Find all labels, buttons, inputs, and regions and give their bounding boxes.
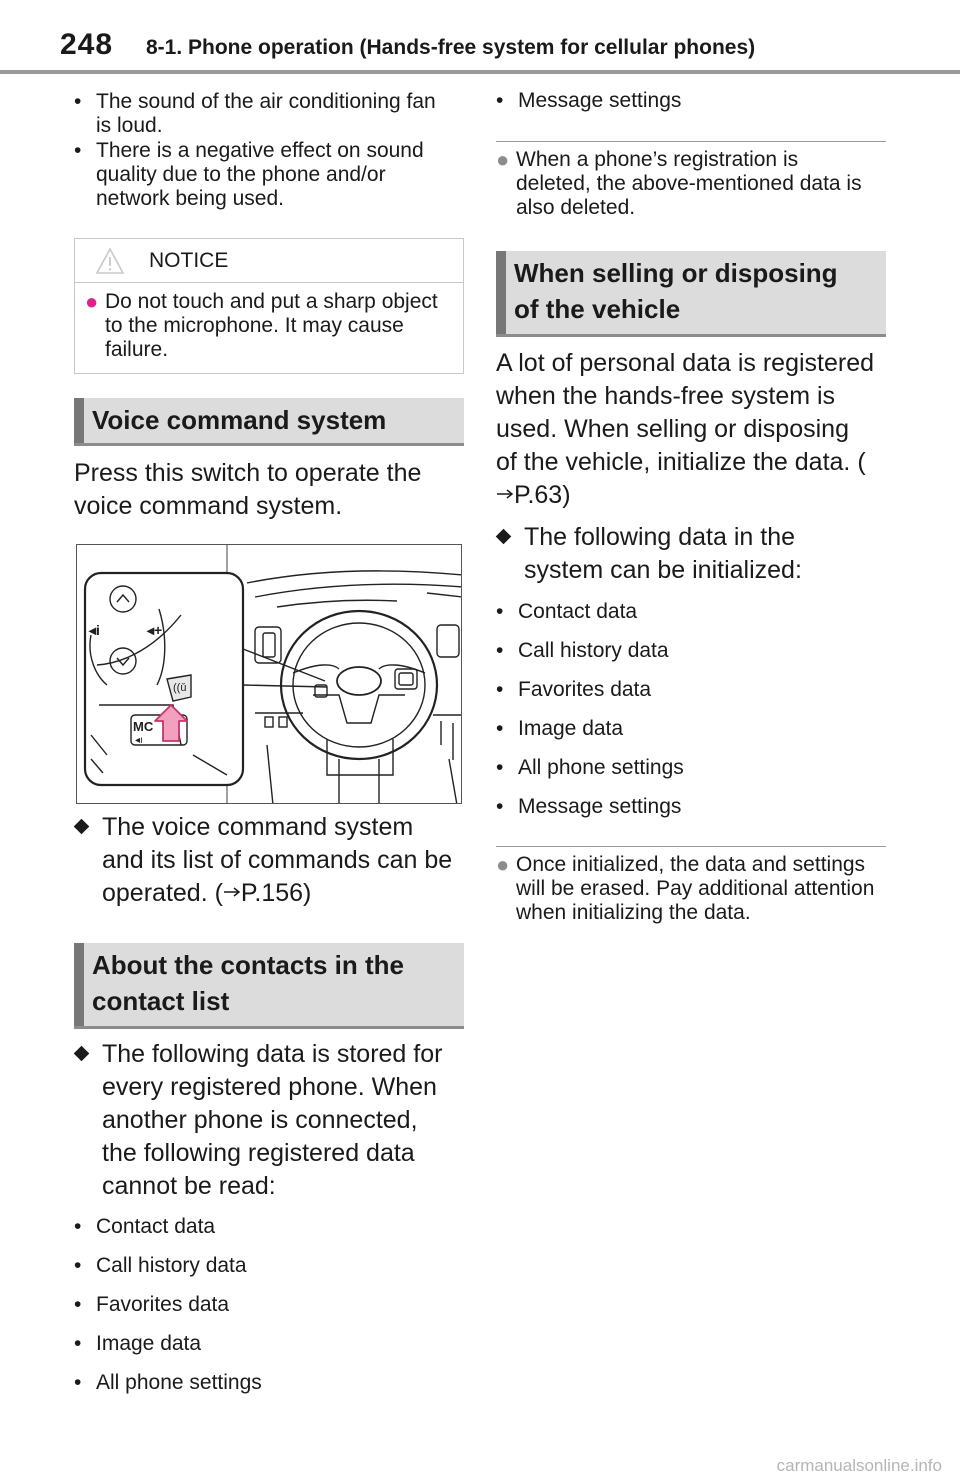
initialize-note: ● Once initialized, the data and settings will be erased. Pay additional attention when initializing the data. — [496, 852, 875, 924]
selling-heading — [496, 251, 886, 337]
list-item: • Contact data — [496, 600, 886, 639]
list-item: • Favorites data — [74, 1293, 464, 1332]
notice-header — [75, 239, 463, 283]
list-item: • Call history data — [74, 1254, 464, 1293]
svg-text:◂i: ◂i — [89, 622, 100, 638]
voice-command-heading — [74, 398, 464, 446]
list-item: • All phone settings — [496, 756, 886, 795]
notice-text — [85, 290, 455, 362]
list-item: • Message settings — [496, 89, 886, 128]
gray-dot-icon: ● — [496, 147, 510, 172]
list-item: • Image data — [496, 717, 886, 756]
arrow-right-icon — [223, 886, 241, 898]
voice-command-bullet: The voice command system and its list of commands can be operated. ( P.156) — [74, 811, 459, 910]
header-rule — [0, 70, 960, 74]
registration-note: ● When a phone’s registration is deleted, the above-mentioned data is also deleted. — [496, 147, 862, 219]
svg-text:◂ı: ◂ı — [135, 735, 143, 746]
notice-text-content: Do not touch and put a sharp object to the microphone. It may cause failure. — [105, 290, 438, 361]
list-item: • Favorites data — [496, 678, 886, 717]
contacts-heading-line1: About the contacts in the — [92, 950, 404, 980]
notice-box — [74, 238, 464, 374]
selling-bullet: The following data in the system can be initialized: — [496, 521, 876, 587]
contacts-bullet: The following data is stored for every registered phone. When another phone is connected, the following registered data cannot be read: — [74, 1038, 444, 1203]
watermark: carmanualsonline.info — [776, 1456, 942, 1475]
selling-heading-line2: of the vehicle — [514, 294, 681, 324]
list-item: • Message settings — [496, 795, 886, 834]
voice-command-text: Press this switch to operate the voice command system. — [74, 459, 422, 520]
mic-button-label: MC — [133, 719, 154, 734]
page-header — [0, 0, 960, 80]
arrow-right-icon — [496, 488, 514, 500]
selling-heading-line1: When selling or disposing — [514, 258, 838, 288]
notice-title: NOTICE — [149, 249, 229, 272]
list-item: • All phone settings — [74, 1371, 464, 1410]
steering-switch-illustration — [77, 545, 462, 804]
selling-page-ref[interactable]: P.63 — [514, 481, 563, 509]
initializable-data-list — [496, 600, 886, 834]
svg-text:◂+: ◂+ — [147, 622, 163, 638]
note-divider — [496, 141, 886, 142]
selling-text: A lot of personal data is registered when the hands-free system is used. When selling or disposing of the vehicle, initialize the data. (P.63) — [496, 349, 875, 509]
list-item: • Image data — [74, 1332, 464, 1371]
contacts-data-list — [74, 1215, 464, 1410]
intro-bullet-1: • The sound of the air conditioning fan is loud. — [74, 90, 454, 138]
svg-text:((ǔ: ((ǔ — [173, 682, 187, 694]
list-item: • Call history data — [496, 639, 886, 678]
voice-command-heading-text: Voice command system — [92, 405, 387, 435]
contacts-heading-line2: contact list — [92, 986, 230, 1016]
pink-dot-icon: ● — [85, 289, 99, 314]
steering-switch-figure — [76, 544, 462, 804]
contacts-heading — [74, 943, 464, 1029]
intro-bullet-2: • There is a negative effect on sound quality due to the phone and/or network being used. — [74, 139, 444, 211]
note-divider — [496, 846, 886, 847]
chapter-title: 8-1. Phone operation (Hands-free system for cellular phones) — [146, 36, 756, 59]
gray-dot-icon: ● — [496, 852, 510, 877]
voice-bullet-text: The voice command system and its list of commands can be operated. ( — [102, 813, 453, 907]
voice-page-ref[interactable]: P.156 — [240, 879, 304, 907]
list-item: • Contact data — [74, 1215, 464, 1254]
warning-triangle-icon — [95, 247, 125, 275]
page-number: 248 — [60, 28, 114, 61]
